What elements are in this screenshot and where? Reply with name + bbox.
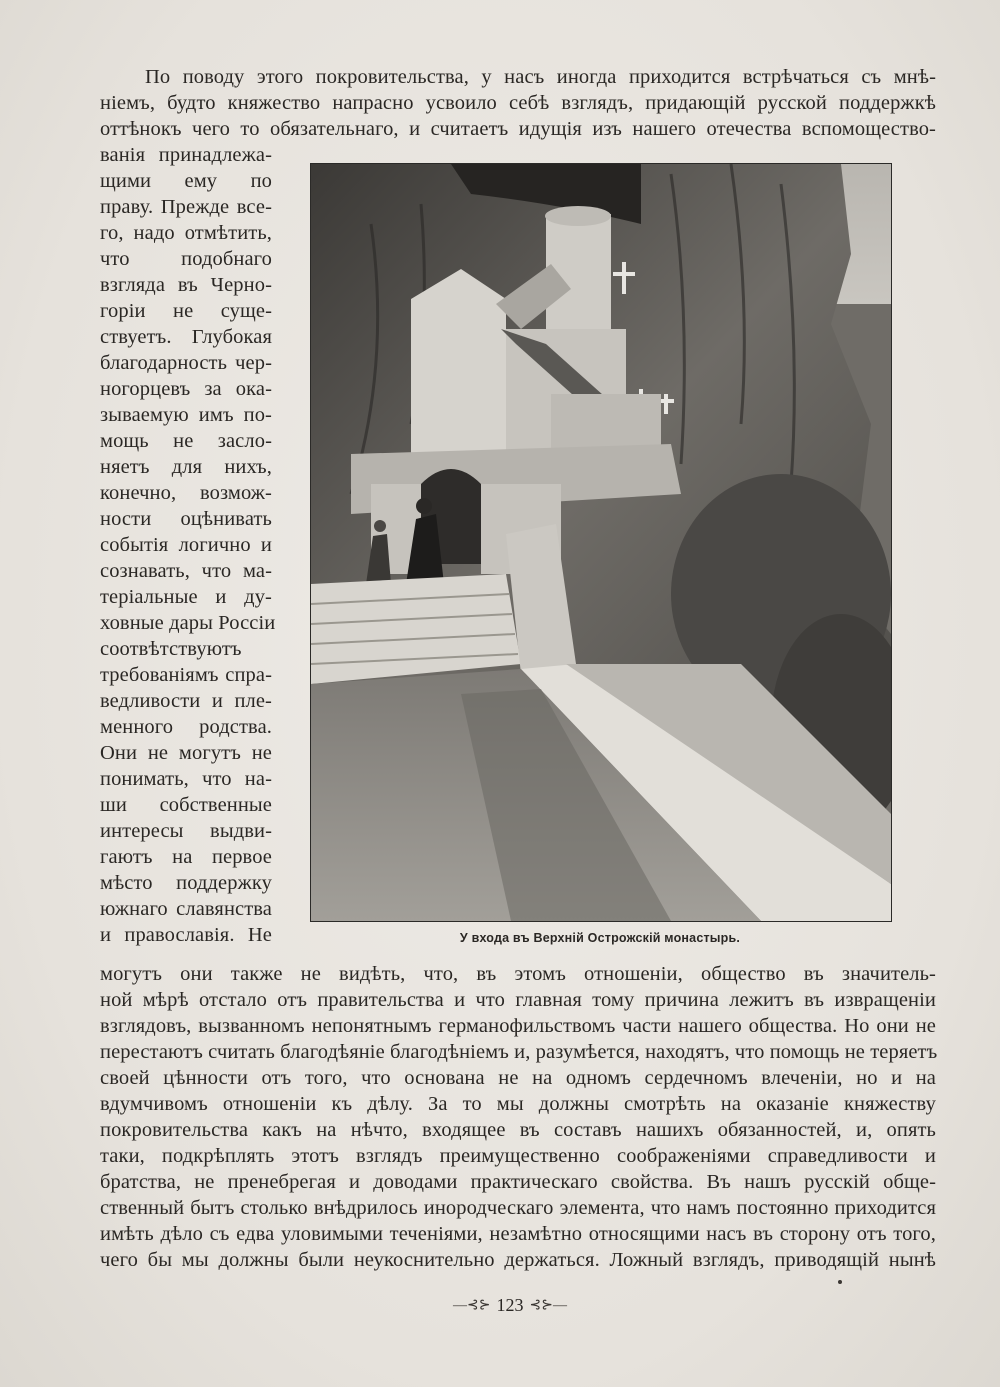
text-line: своей цѣнности отъ того, что основана не на одномъ сердечномъ влеченіи, но и на [100, 1067, 936, 1089]
text-line: ховные дары Россіи [100, 612, 276, 634]
text-line: событія логично и [100, 534, 272, 556]
text-line: интересы выдви- [100, 820, 272, 842]
text-line: ведливости и пле- [100, 690, 272, 712]
text-line: По поводу этого покровительства, у насъ иногда приходится встрѣчаться съ мнѣ- [145, 66, 936, 88]
text-line: зываемую имъ по- [100, 404, 272, 426]
text-line: ной мѣрѣ отстало отъ правительства и что главная тому причина лежитъ въ извращеніи [100, 989, 936, 1011]
figure-caption: У входа въ Верхній Острожскій монастырь. [459, 931, 741, 945]
text-line: ніемъ, будто княжество напрасно усвоило себѣ взглядъ, придающій русской поддержкѣ [100, 92, 936, 114]
text-line: южнаго славянства [100, 898, 272, 920]
text-line: мощь не засло- [100, 430, 272, 452]
page-number: 123 [496, 1294, 524, 1315]
text-line: покровительства какъ на нѣчто, входящее въ составъ нашихъ обязанностей, и, опять [100, 1119, 936, 1141]
text-line: горіи не суще- [100, 300, 272, 322]
text-line: оттѣнокъ чего то обязательнаго, и считаетъ идущія изъ нашего отечества вспомощество- [100, 118, 936, 140]
ornament-left-icon: —⊰⊱ [453, 1297, 491, 1313]
text-line: щими ему по [100, 170, 272, 192]
text-line: ногорцевъ за ока- [100, 378, 272, 400]
text-line: няетъ для нихъ, [100, 456, 272, 478]
ink-dot [838, 1280, 842, 1284]
text-line: ши собственные [100, 794, 272, 816]
text-line: конечно, возмож- [100, 482, 272, 504]
text-line: ванія принадлежа- [100, 144, 272, 166]
text-line: что подобнаго [100, 248, 272, 270]
text-line: взглядовъ, вызванномъ непонятнымъ германофильствомъ части нашего общества. Но они не [100, 1015, 936, 1037]
text-line: благодарность чер- [100, 352, 272, 374]
text-line: и православія. Не [100, 924, 272, 946]
text-line: ствуетъ. Глубокая [100, 326, 272, 348]
text-line: го, надо отмѣтить, [100, 222, 272, 244]
text-line: братства, не пренебрегая и доводами практическаго свойства. Въ нашъ русскій обще- [100, 1171, 936, 1193]
text-line: сознавать, что ма- [100, 560, 272, 582]
text-line: ности оцѣнивать [100, 508, 272, 530]
ornament-right-icon: ⊰⊱— [529, 1297, 567, 1313]
text-line: теріальные и ду- [100, 586, 272, 608]
text-line: Они не могутъ не [100, 742, 272, 764]
text-line: перестаютъ считать благодѣяніе благодѣніемъ и, разумѣется, находятъ, что помощь не теряетъ [100, 1041, 938, 1063]
photograph-illustration [311, 164, 891, 921]
text-line: взгляда въ Черно- [100, 274, 272, 296]
page-footer [440, 1290, 580, 1320]
text-line: таки, подкрѣплять этотъ взглядъ преимущественно соображеніями справедливости и [100, 1145, 936, 1167]
text-line: требованіямъ спра- [100, 664, 272, 686]
text-line: соотвѣтствуютъ [100, 638, 242, 660]
text-line: имѣть дѣло съ едва уловимыми теченіями, незамѣтно относящими насъ въ сторону отъ того, [100, 1223, 936, 1245]
text-line: вдумчивомъ отношеніи къ дѣлу. За то мы должны смотрѣть на оказаніе княжеству [100, 1093, 936, 1115]
text-line: менного родства. [100, 716, 272, 738]
text-line: ственный бытъ столько внѣдрилось инородческаго элемента, что намъ постоянно приходится [100, 1197, 936, 1219]
text-line: праву. Прежде все- [100, 196, 272, 218]
text-line: мѣсто поддержку [100, 872, 272, 894]
text-line: гаютъ на первое [100, 846, 272, 868]
text-line: могутъ они также не видѣть, что, въ этомъ отношеніи, общество въ значитель- [100, 963, 936, 985]
monastery-photograph [310, 163, 892, 922]
text-line: понимать, что на- [100, 768, 272, 790]
text-line: чего бы мы должны были неукоснительно держаться. Ложный взглядъ, приводящій нынѣ [100, 1249, 936, 1271]
